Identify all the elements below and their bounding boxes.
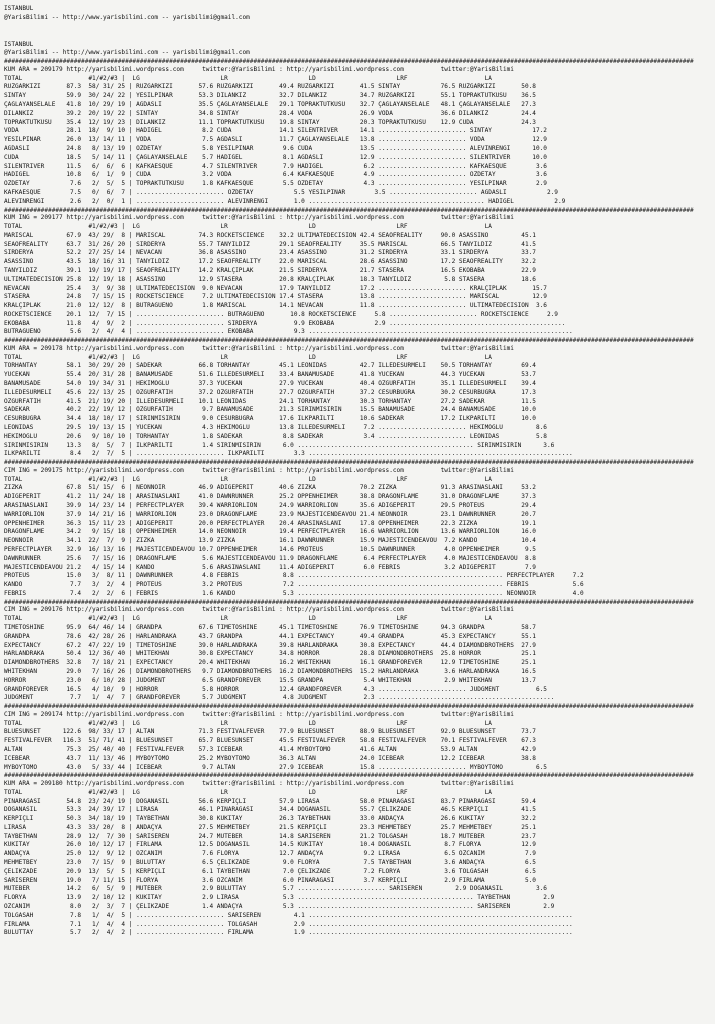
- table-row: WHITEKHAN 29.0 7/ 16/ 26 | DIAMONDBROTHERS 9.7 DIAMONDBROTHERS 16.2 DIAMONDBROTHERS 15.2 HARLANDRAKA 3.6 HARLANDRAKA 16.5: [4, 667, 536, 675]
- race-block: [4, 711, 712, 773]
- column-header: TOTAL #1/#2/#3 | LG LR LD LRF LA: [4, 788, 492, 796]
- table-row: OPPENHEIMER 36.3 15/ 11/ 23 | ADIGEPERIT 20.0 PERFECTPLAYER 20.4 ARASINASLANI 17.8 OPPENHEIMER 22.3 ZIZKA 19.1: [4, 519, 536, 527]
- table-row: SIRDERYA 52.2 27/ 25/ 14 | NEVACAN 36.8 ASASSINO 23.4 ASASSINO 31.2 SIRDERYA 33.1 SIRDERYA 33.7: [4, 249, 536, 257]
- column-header: TOTAL #1/#2/#3 | LG LR LD LRF LA: [4, 222, 492, 230]
- header-city: ISTANBUL: [4, 40, 34, 48]
- table-row: DRAGONFLAME 34.2 9/ 15/ 18 | OPPENHEIMER 14.0 NEONNOIR 19.4 PERFECTPLAYER 16.6 WARRIORLION 13.6 WARRIORLION 16.0: [4, 528, 536, 536]
- table-row: CESURBUGRA 34.4 18/ 10/ 17 | SIRINMISIRIN 9.0 CESURBUGRA 17.6 ILKPARILTI 10.6 SADEKAR 17.2 ILKPARILTI 10.0: [4, 415, 536, 423]
- table-row: MEHMETBEY 23.0 7/ 15/ 9 | BULUTTAY 6.5 ÇELIKZADE 9.0 FLORYA 7.5 TAYBETHAN 3.6 ANDAÇYA 6.5: [4, 859, 536, 867]
- race-block: [4, 214, 712, 337]
- table-row: SILENTRIVER 11.5 6/ 6/ 6 | KAFKAESQUE 4.7 SILENTRIVER 7.9 HADIGEL 6.2 ........................ KAFKAESQUE 3.6: [4, 162, 547, 170]
- table-row: KRALÇIPLAK 21.0 12/ 12/ 8 | BUTRAGUENO 1.8 MARISCAL 14.1 NEVACAN 11.8 ........................ ULTIMATEDECISION 3.6: [4, 302, 547, 310]
- header-top: [4, 5, 712, 23]
- table-row: ÇAGLAYANSELALE 41.8 10/ 29/ 19 | AGDASLI 35.5 ÇAGLAYANSELALE 29.1 TOPRAKTUTKUSU 32.7 ÇAGLAYANSELALE 48.1 ÇAGLAYANSELALE 27.3: [4, 100, 536, 108]
- table-row: TAYBETHAN 28.9 12/ 7/ 30 | SARISEREN 24.7 MUTEBER 14.8 SARISEREN 21.2 TOLGASAH 18.7 MUTEBER 23.7: [4, 832, 536, 840]
- table-row: SARISEREN 19.0 7/ 11/ 15 | FLORYA 3.6 ÖZCANIM 6.0 PINARAGASI 3.7 KERPIÇLI 2.9 FIRLAMA 5.0: [4, 876, 536, 884]
- separator-line: ############################################################################################################################################################################################: [4, 206, 694, 214]
- race-block: [4, 345, 712, 459]
- table-row: ROCKETSCIENCE 20.1 12/ 7/ 15 | ........................ BUTRAGUENO 10.8 ROCKETSCIENCE 5.8 ........................ ROCKETSCIENCE 2.9: [4, 310, 558, 318]
- table-row: ZIZKA 67.8 51/ 15/ 6 | NEONNOIR 46.9 ADIGEPERIT 40.6 ZIZKA 70.2 ZIZKA 91.3 ARASINASLANI 53.2: [4, 484, 536, 492]
- table-row: LIRASA 43.3 33/ 20/ 8 | ANDAÇYA 27.5 MEHMETBEY 21.5 KERPIÇLI 23.3 MEHMETBEY 25.7 MEHMETBEY 25.1: [4, 823, 536, 831]
- race-header: KUM ARA = 209179 http://yarisbilimi.wordpress.com twitter:@YarisBilimi : http://yarisbilimi.wordpress.com twitter:@YarisBilimi: [4, 65, 514, 73]
- race-header: KUM ING = 209177 http://yarisbilimi.wordpress.com twitter:@YarisBilimi : http://yarisbilimi.wordpress.com twitter:@YarisBilimi: [4, 214, 514, 222]
- table-row: MUTEBER 14.2 6/ 5/ 9 | MUTEBER 2.9 BULUTTAY 5.7 ........................ SARISEREN 2.9 DOGANASIL 3.6: [4, 885, 547, 893]
- table-row: DOGANASIL 53.3 24/ 39/ 17 | LIRASA 46.1 PINARAGASI 34.4 DOGANASIL 55.7 ÇELIKZADE 46.5 KERPIÇLI 41.5: [4, 806, 536, 814]
- table-row: ANDAÇYA 25.0 12/ 9/ 12 | ÖZCANIM 7.6 FLORYA 12.7 ANDAÇYA 9.2 LIRASA 6.5 ÖZCANIM 7.9: [4, 850, 536, 858]
- table-row: PINARAGASI 54.8 23/ 24/ 19 | DOGANASIL 56.6 KERPIÇLI 57.9 LIRASA 58.0 PINARAGASI 83.7 PINARAGASI 59.4: [4, 797, 536, 805]
- header-second: [4, 41, 712, 59]
- race-block: [4, 606, 712, 703]
- table-row: BULUTTAY 5.7 2/ 4/ 2 | ........................ FIRLAMA 1.9 ........................................................................: [4, 929, 573, 937]
- table-row: HARLANDRAKA 50.4 12/ 36/ 40 | WHITEKHAN 30.8 EXPECTANCY 34.8 HORROR 28.8 DIAMONDBROTHERS 25.8 HORROR 25.1: [4, 650, 536, 658]
- table-row: ILLEDESÜRMELI 45.6 22/ 13/ 25 | ÖZGÜRFATIH 37.2 ÖZGÜRFATIH 27.7 ÖZGÜRFATIH 37.2 CESURBUGRA 30.2 CESURBUGRA 17.3: [4, 388, 536, 396]
- table-row: BANAMÜSADE 54.0 19/ 34/ 31 | HEKIMOGLU 37.3 YÜCEKAN 27.9 YÜCEKAN 40.4 ÖZGÜRFATIH 35.1 ILLEDESÜRMELI 39.4: [4, 380, 536, 388]
- document: [4, 5, 712, 938]
- table-row: TOLGASAH 7.8 1/ 4/ 5 | ........................ SARISEREN 4.1 ........................................................................: [4, 911, 573, 919]
- table-row: ICEBEAR 43.7 11/ 13/ 46 | MYBOYTOMO 25.2 MYBOYTOMO 36.3 ALTAN 24.0 ICEBEAR 12.2 ICEBEAR 38.8: [4, 754, 536, 762]
- table-row: KUKITAY 26.0 10/ 12/ 17 | FIRLAMA 12.5 DOGANASIL 14.5 KUKITAY 10.4 DOGANASIL 8.7 FLORYA 12.9: [4, 841, 536, 849]
- table-row: PROTEUS 15.0 3/ 8/ 11 | DAWNRUNNER 4.8 FEBRIS 8.8 ........................................................ PERFECTPLAYER 7.2: [4, 572, 584, 580]
- table-row: TOPRAKTUTKUSU 35.4 12/ 19/ 23 | DILANKIZ 11.1 TOPRAKTUTKUSU 19.8 SINTAY 20.3 TOPRAKTUTKUSU 12.9 CÜDA 24.3: [4, 118, 536, 126]
- race-block: [4, 467, 712, 599]
- separator-line: ############################################################################################################################################################################################: [4, 58, 694, 66]
- header-contact: @YarisBilimi -- http://www.yarisbilimi.com -- yarisbilimi@gmail.com: [4, 49, 250, 57]
- table-row: YÜCEKAN 55.4 20/ 31/ 28 | BANAMÜSADE 51.6 ILLEDESÜRMELI 33.4 BANAMÜSADE 41.8 YÜCEKAN 44.3 YÜCEKAN 53.7: [4, 371, 536, 379]
- table-row: FESTIVALFEVER 116.3 51/ 71/ 41 | BLUESUNSET 65.7 BLUESUNSET 45.5 FESTIVALFEVER 58.8 FESTIVALFEVER 70.1 FESTIVALFEVER 67.3: [4, 737, 536, 745]
- table-row: ÖZGÜRFATIH 41.5 21/ 19/ 20 | ILLEDESÜRMELI 10.1 LEONIDAS 24.1 TORHANTAY 30.3 TORHANTAY 27.2 SADEKAR 11.5: [4, 397, 536, 405]
- table-row: DIAMONDBROTHERS 32.8 7/ 18/ 21 | EXPECTANCY 20.4 WHITEKHAN 16.2 WHITEKHAN 16.1 GRANDFOREVER 12.9 TIMETOSHINE 25.1: [4, 659, 536, 667]
- table-row: GRANDFOREVER 16.5 4/ 10/ 9 | HORROR 5.8 HORROR 12.4 GRANDFOREVER 4.3 ........................ JUDGMENT 6.5: [4, 685, 547, 693]
- separator-line: ############################################################################################################################################################################################: [4, 598, 694, 606]
- table-row: TORHANTAY 58.1 30/ 29/ 20 | SADEKAR 66.8 TORHANTAY 45.1 LEONIDAS 42.7 ILLEDESÜRMELI 50.5 TORHANTAY 69.4: [4, 362, 536, 370]
- separator-line: ############################################################################################################################################################################################: [4, 459, 694, 467]
- table-row: DILANKIZ 39.2 20/ 19/ 22 | SINTAY 34.8 SINTAY 28.4 VODA 26.9 VODA 36.6 DILANKIZ 24.4: [4, 109, 536, 117]
- table-row: MAJESTICENDEAVOU 21.2 4/ 15/ 14 | KANDO 5.6 ARASINASLANI 11.4 ADIGEPERIT 6.0 FEBRIS 3.2 ADIGEPERIT 7.9: [4, 563, 536, 571]
- table-row: ÇELIKZADE 20.9 13/ 5/ 5 | KERPIÇLI 6.1 TAYBETHAN 7.0 ÇELIKZADE 7.2 FLORYA 3.6 TOLGASAH 6.5: [4, 867, 536, 875]
- table-row: AGDASLI 24.8 8/ 13/ 19 | ÖZDETAY 5.8 YESILPINAR 9.6 CÜDA 13.5 ........................ ALEVINRENGI 10.0: [4, 144, 547, 152]
- table-row: KERPIÇLI 50.3 34/ 18/ 19 | TAYBETHAN 30.8 KUKITAY 26.3 TAYBETHAN 33.0 ANDAÇYA 26.6 KUKITAY 32.2: [4, 815, 536, 823]
- table-row: KANDO 7.7 3/ 2/ 4 | PROTEUS 3.2 PROTEUS 7.2 ........................................................ FEBRIS 5.6: [4, 581, 584, 589]
- race-header: CIM ING = 209174 http://yarisbilimi.wordpress.com twitter:@YarisBilimi : http://yarisbilimi.wordpress.com twitter:@YarisBilimi: [4, 710, 514, 718]
- table-row: PERFECTPLAYER 32.9 16/ 13/ 16 | MAJESTICENDEAVOU 10.7 OPPENHEIMER 14.6 PROTEUS 10.5 DAWNRUNNER 4.0 OPPENHEIMER 9.5: [4, 546, 536, 553]
- table-row: FIRLAMA 7.1 1/ 4/ 4 | ........................ TOLGASAH 2.9 ........................................................................: [4, 920, 573, 928]
- column-header: TOTAL #1/#2/#3 | LG LR LD LRF LA: [4, 74, 492, 82]
- table-row: HEKIMOGLU 20.6 9/ 10/ 10 | TORHANTAY 1.8 SADEKAR 8.8 SADEKAR 3.4 ........................ LEONIDAS 5.8: [4, 432, 547, 440]
- table-row: CÜDA 18.5 5/ 14/ 11 | ÇAGLAYANSELALE 5.7 HADIGEL 8.1 AGDASLI 12.9 ........................ SILENTRIVER 10.0: [4, 153, 547, 161]
- race-header: CIM ING = 209175 http://yarisbilimi.wordpress.com twitter:@YarisBilimi : http://yarisbilimi.wordpress.com twitter:@YarisBilimi: [4, 466, 514, 474]
- column-header: TOTAL #1/#2/#3 | LG LR LD LRF LA: [4, 475, 492, 483]
- table-row: NEONNOIR 34.1 22/ 7/ 9 | ZIZKA 13.9 ZIZKA 16.1 DAWNRUNNER 15.9 MAJESTICENDEAVOU 7.2 KANDO 10.4: [4, 537, 536, 545]
- table-row: RÜZGARKIZI 87.3 58/ 31/ 25 | RÜZGARKIZI 57.6 RÜZGARKIZI 49.4 RÜZGARKIZI 41.5 SINTAY 76.5 RÜZGARKIZI 50.8: [4, 83, 536, 91]
- table-row: NEVACAN 25.4 3/ 9/ 38 | ULTIMATEDECISION 9.0 NEVACAN 17.9 TANYILDIZ 17.2 ........................ KRALÇIPLAK 15.7: [4, 284, 547, 292]
- table-row: ULTIMATEDECISION 25.8 12/ 19/ 18 | ASASSINO 12.9 STASERA 20.8 KRALÇIPLAK 18.3 TANYILDIZ 5.8 STASERA 18.6: [4, 275, 536, 283]
- table-row: SIRINMISIRIN 13.3 8/ 5/ 7 | ILKPARILTI 1.4 SIRINMISIRIN 6.0 ................................................ SIRINMISIRIN 3.6: [4, 441, 555, 449]
- race-block: [4, 66, 712, 207]
- table-row: ALTAN 75.3 25/ 40/ 40 | FESTIVALFEVER 57.3 ICEBEAR 41.4 MYBOYTOMO 41.6 ALTAN 53.9 ALTAN 42.9: [4, 745, 536, 753]
- table-row: ADIGEPERIT 41.2 11/ 24/ 18 | ARASINASLANI 41.0 DAWNRUNNER 25.2 OPPENHEIMER 38.8 DRAGONFLAME 31.0 DRAGONFLAME 37.3: [4, 493, 536, 501]
- table-row: GRANDPA 78.6 42/ 28/ 26 | HARLANDRAKA 43.7 GRANDPA 44.1 EXPECTANCY 49.4 GRANDPA 45.3 EXPECTANCY 55.1: [4, 632, 536, 640]
- table-row: LEONIDAS 29.5 19/ 13/ 15 | YÜCEKAN 4.3 HEKIMOGLU 13.8 ILLEDESÜRMELI 7.2 ........................ HEKIMOGLU 8.6: [4, 424, 547, 432]
- race-block: [4, 780, 712, 938]
- column-header: TOTAL #1/#2/#3 | LG LR LD LRF LA: [4, 719, 492, 727]
- separator-line: ############################################################################################################################################################################################: [4, 337, 694, 345]
- table-row: SINTAY 59.9 30/ 24/ 22 | YESILPINAR 53.3 DILANKIZ 32.7 DILANKIZ 34.7 RÜZGARKIZI 55.1 TOPRAKTUTKUSU 36.5: [4, 92, 536, 100]
- column-header: TOTAL #1/#2/#3 | LG LR LD LRF LA: [4, 615, 492, 623]
- table-row: ALEVINRENGI 2.6 2/ 0/ 1 | ........................ ALEVINRENGI 1.0 ................................................ HADIGEL 2.9: [4, 197, 566, 205]
- table-row: FLORYA 13.9 2/ 10/ 12 | KUKITAY 2.9 LIRASA 5.3 ................................................ TAYBETHAN 2.9: [4, 894, 555, 902]
- table-row: BLUESUNSET 122.6 98/ 33/ 17 | ALTAN 71.3 FESTIVALFEVER 77.9 BLUESUNSET 88.9 BLUESUNSET 92.9 BLUESUNSET 73.7: [4, 728, 536, 736]
- column-header: TOTAL #1/#2/#3 | LG LR LD LRF LA: [4, 353, 492, 361]
- table-row: HORROR 23.0 6/ 10/ 28 | JUDGMENT 6.5 GRANDFOREVER 15.5 GRANDPA 5.4 WHITEKHAN 2.9 WHITEKHAN 13.7: [4, 676, 536, 684]
- table-row: SADEKAR 40.2 22/ 19/ 12 | ÖZGÜRFATIH 9.7 BANAMÜSADE 21.3 SIRINMISIRIN 15.5 BANAMÜSADE 24.4 BANAMÜSADE 10.0: [4, 406, 536, 414]
- table-row: YESILPINAR 26.0 13/ 14/ 11 | VODA 7.5 AGDASLI 11.7 ÇAGLAYANSELALE 13.8 ........................ VODA 12.9: [4, 136, 547, 144]
- table-row: FEBRIS 7.4 2/ 2/ 6 | FEBRIS 1.6 KANDO 5.3 ........................................................ NEONNOIR 4.0: [4, 589, 584, 597]
- table-row: BUTRAGUENO 5.6 2/ 4/ 4 | ........................ EKOBABA 9.3 ........................................................................: [4, 328, 573, 336]
- table-row: EKOBABA 11.8 4/ 9/ 2 | ........................ SIRDERYA 9.9 EKOBABA 2.9 ................................................: [4, 319, 566, 327]
- table-row: VODA 28.1 18/ 9/ 10 | HADIGEL 8.2 CÜDA 14.1 SILENTRIVER 14.1 ........................ SINTAY 17.2: [4, 127, 547, 135]
- table-row: DAWNRUNNER 25.6 7/ 15/ 16 | DRAGONFLAME 5.6 MAJESTICENDEAVOU 11.9 DRAGONFLAME 6.4 PERFECTPLAYER 4.0 MAJESTICENDEAVOU 8.8: [4, 554, 536, 562]
- table-row: TIMETOSHINE 95.9 64/ 46/ 14 | GRANDPA 67.6 TIMETOSHINE 45.1 TIMETOSHINE 76.9 TIMETOSHINE 94.3 GRANDPA 58.7: [4, 623, 536, 631]
- table-row: KAFKAESQUE 7.5 0/ 6/ 7 | ........................ ÖZDETAY 5.5 YESILPINAR 3.5 ........................ AGDASLI 2.9: [4, 188, 558, 196]
- table-row: ILKPARILTI 8.4 2/ 7/ 5 | ........................ ILKPARILTI 3.3 ........................................................................: [4, 450, 573, 458]
- table-row: HADIGEL 10.8 6/ 1/ 9 | CÜDA 3.2 VODA 6.4 KAFKAESQUE 4.9 ........................ ÖZDETAY 3.6: [4, 171, 547, 179]
- table-row: ÖZCANIM 8.0 2/ 3/ 7 | ÇELIKZADE 1.4 ANDAÇYA 5.3 ................................................ SARISEREN 2.9: [4, 903, 555, 911]
- table-row: TANYILDIZ 39.1 19/ 19/ 17 | SEAOFREALITY 14.2 KRALÇIPLAK 21.5 SIRDERYA 21.7 STASERA 16.5 EKOBABA 22.9: [4, 266, 536, 274]
- table-row: EXPECTANCY 67.2 47/ 22/ 19 | TIMETOSHINE 39.0 HARLANDRAKA 39.8 HARLANDRAKA 30.8 EXPECTANCY 44.4 DIAMONDBROTHERS 27.9: [4, 641, 536, 649]
- race-header: CIM ING = 209176 http://yarisbilimi.wordpress.com twitter:@YarisBilimi : http://yarisbilimi.wordpress.com twitter:@YarisBilimi: [4, 606, 514, 614]
- table-row: MARISCAL 67.9 43/ 29/ 8 | MARISCAL 74.3 ROCKETSCIENCE 32.2 ULTIMATEDECISION 42.4 SEAOFREALITY 90.0 ASASSINO 45.1: [4, 231, 536, 239]
- separator-line: ############################################################################################################################################################################################: [4, 772, 694, 780]
- race-header: KUM ARA = 209180 http://yarisbilimi.wordpress.com twitter:@YarisBilimi : http://yarisbilimi.wordpress.com twitter:@YarisBilimi: [4, 779, 514, 787]
- race-blocks: [4, 58, 712, 938]
- header-contact: @YarisBilimi -- http://www.yarisbilimi.com -- yarisbilimi@gmail.com: [4, 13, 250, 21]
- table-row: ARASINASLANI 39.9 14/ 23/ 14 | PERFECTPLAYER 39.4 WARRIORLION 24.9 WARRIORLION 35.6 ADIGEPERIT 29.5 PROTEUS 29.4: [4, 502, 536, 510]
- separator-line: ############################################################################################################################################################################################: [4, 703, 694, 711]
- table-row: ÖZDETAY 7.6 2/ 5/ 5 | TOPRAKTUTKUSU 1.8 KAFKAESQUE 5.5 ÖZDETAY 4.3 ........................ YESILPINAR 2.9: [4, 180, 547, 188]
- table-row: SEAOFREALITY 63.7 31/ 26/ 20 | SIRDERYA 55.7 TANYILDIZ 29.1 SEAOFREALITY 35.5 MARISCAL 66.5 TANYILDIZ 41.5: [4, 240, 536, 248]
- header-city: ISTANBUL: [4, 5, 34, 12]
- table-row: MYBOYTOMO 43.0 5/ 33/ 44 | ICEBEAR 9.7 ALTAN 27.9 ICEBEAR 15.8 ........................ MYBOYTOMO 6.5: [4, 763, 547, 771]
- race-header: KUM ARA = 209178 http://yarisbilimi.wordpress.com twitter:@YarisBilimi : http://yarisbilimi.wordpress.com twitter:@YarisBilimi: [4, 344, 514, 352]
- table-row: STASERA 24.8 7/ 15/ 15 | ROCKETSCIENCE 7.2 ULTIMATEDECISION 17.4 STASERA 13.8 ........................ MARISCAL 12.9: [4, 293, 547, 301]
- table-row: JUDGMENT 7.7 1/ 4/ 7 | GRANDFOREVER 5.7 JUDGMENT 4.8 JUDGMENT 2.3 ................................................: [4, 694, 555, 702]
- table-row: ASASSINO 43.5 18/ 16/ 31 | TANYILDIZ 17.2 SEAOFREALITY 22.0 MARISCAL 28.6 ASASSINO 17.2 SEAOFREALITY 32.2: [4, 258, 536, 266]
- table-row: WARRIORLION 37.9 14/ 21/ 16 | WARRIORLION 23.0 DRAGONFLAME 23.9 MAJESTICENDEAVOU 21.4 NEONNOIR 23.1 DAWNRUNNER 20.7: [4, 510, 536, 518]
